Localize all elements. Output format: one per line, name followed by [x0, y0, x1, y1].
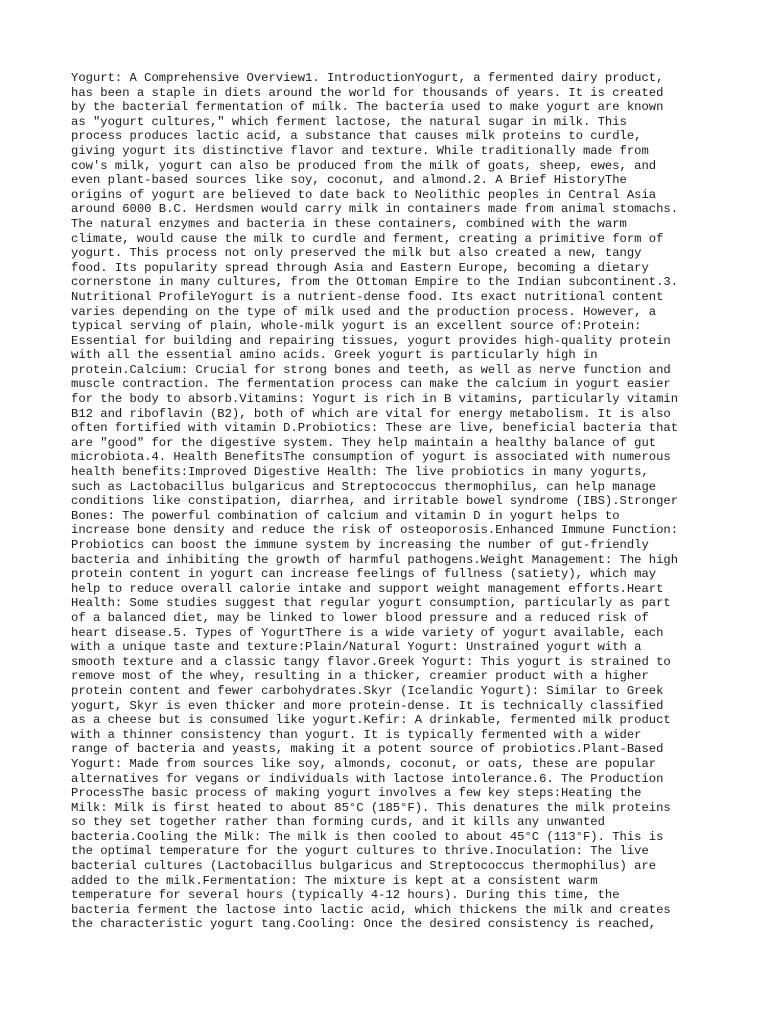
text-line: often fortified with vitamin D.Probiotics: These are live, beneficial bacteria that — [71, 421, 679, 436]
text-line: Essential for building and repairing tissues, yogurt provides high-quality protein — [71, 333, 671, 348]
text-line: B12 and riboflavin (B2), both of which are vital for energy metabolism. It is also — [71, 406, 671, 421]
text-line: alternatives for vegans or individuals with lactose intolerance.6. The Production — [71, 771, 664, 786]
text-line: Yogurt: Made from sources like soy, almonds, coconut, or oats, these are popular — [71, 756, 657, 771]
text-line: Bones: The powerful combination of calcium and vitamin D in yogurt helps to — [71, 508, 620, 523]
text-line: origins of yogurt are believed to date back to Neolithic peoples in Central Asia — [71, 187, 657, 202]
text-line: typical serving of plain, whole-milk yogurt is an excellent source of:Protein: — [71, 319, 642, 334]
text-line: even plant-based sources like soy, coconut, and almond.2. A Brief HistoryThe — [71, 173, 627, 188]
text-line: so they set together rather than forming curds, and it kills any unwanted — [71, 815, 605, 830]
text-line: remove most of the whey, resulting in a thicker, creamier product with a higher — [71, 669, 649, 684]
document-body-text — [71, 71, 711, 932]
text-line: temperature for several hours (typically 4-12 hours). During this time, the — [71, 888, 620, 903]
text-line: by the bacterial fermentation of milk. The bacteria used to make yogurt are known — [71, 100, 664, 115]
text-line: ProcessThe basic process of making yogurt involves a few key steps:Heating the — [71, 786, 642, 801]
text-line: of a balanced diet, may be linked to lower blood pressure and a reduced risk of — [71, 610, 649, 625]
text-line: cow's milk, yogurt can also be produced from the milk of goats, sheep, ewes, and — [71, 158, 657, 173]
text-line: climate, would cause the milk to curdle and ferment, creating a primitive form of — [71, 231, 664, 246]
text-line: Milk: Milk is first heated to about 85°C (185°F). This denatures the milk proteins — [71, 800, 671, 815]
text-line: yogurt. This process not only preserved the milk but also created a new, tangy — [71, 246, 642, 261]
text-line: bacterial cultures (Lactobacillus bulgaricus and Streptococcus thermophilus) are — [71, 859, 657, 874]
text-line: bacteria and inhibiting the growth of harmful pathogens.Weight Management: The high — [71, 552, 679, 567]
text-line: as "yogurt cultures," which ferment lactose, the natural sugar in milk. This — [71, 114, 627, 129]
text-line: giving yogurt its distinctive flavor and texture. While traditionally made from — [71, 143, 649, 158]
text-line: Health: Some studies suggest that regular yogurt consumption, particularly as part — [71, 596, 671, 611]
text-line: the optimal temperature for the yogurt cultures to thrive.Inoculation: The live — [71, 844, 649, 859]
text-line: with all the essential amino acids. Greek yogurt is particularly high in — [71, 348, 598, 363]
text-line: Yogurt: A Comprehensive Overview1. IntroductionYogurt, a fermented dairy product, — [71, 71, 664, 85]
text-line: for the body to absorb.Vitamins: Yogurt is rich in B vitamins, particularly vitamin — [71, 392, 679, 407]
text-line: muscle contraction. The fermentation process can make the calcium in yogurt easier — [71, 377, 671, 392]
text-line: bacteria.Cooling the Milk: The milk is then cooled to about 45°C (113°F). This is — [71, 829, 664, 844]
text-line: protein content and fewer carbohydrates.Skyr (Icelandic Yogurt): Similar to Greek — [71, 683, 664, 698]
text-line: around 6000 B.C. Herdsmen would carry milk in containers made from animal stomachs. — [71, 202, 679, 217]
text-line: with a unique taste and texture:Plain/Natural Yogurt: Unstrained yogurt with a — [71, 640, 642, 655]
text-line: such as Lactobacillus bulgaricus and Streptococcus thermophilus, can help manage — [71, 479, 657, 494]
text-line: protein content in yogurt can increase feelings of fullness (satiety), which may — [71, 567, 657, 582]
text-line: as a cheese but is consumed like yogurt.Kefir: A drinkable, fermented milk product — [71, 713, 671, 728]
text-line: added to the milk.Fermentation: The mixture is kept at a consistent warm — [71, 873, 598, 888]
text-line: cornerstone in many cultures, from the Ottoman Empire to the Indian subcontinent.3. — [71, 275, 679, 290]
text-line: the characteristic yogurt tang.Cooling: Once the desired consistency is reached, — [71, 917, 657, 932]
text-line: with a thinner consistency than yogurt. It is typically fermented with a wider — [71, 727, 642, 742]
text-line: range of bacteria and yeasts, making it a potent source of probiotics.Plant-Based — [71, 742, 664, 757]
text-line: health benefits:Improved Digestive Health: The live probiotics in many yogurts, — [71, 465, 649, 480]
text-line: protein.Calcium: Crucial for strong bones and teeth, as well as nerve function and — [71, 362, 671, 377]
text-line: heart disease.5. Types of YogurtThere is a wide variety of yogurt available, each — [71, 625, 664, 640]
text-line: are "good" for the digestive system. They help maintain a healthy balance of gut — [71, 435, 657, 450]
text-line: bacteria ferment the lactose into lactic acid, which thickens the milk and creates — [71, 902, 671, 917]
text-line: process produces lactic acid, a substance that causes milk proteins to curdle, — [71, 129, 642, 144]
text-line: The natural enzymes and bacteria in these containers, combined with the warm — [71, 216, 627, 231]
text-line: Probiotics can boost the immune system by increasing the number of gut-friendly — [71, 538, 649, 552]
text-line: yogurt, Skyr is even thicker and more protein-dense. It is technically classified — [71, 698, 664, 713]
text-line: microbiota.4. Health BenefitsThe consumption of yogurt is associated with numerous — [71, 450, 671, 465]
text-line: help to reduce overall calorie intake and support weight management efforts.Heart — [71, 581, 664, 596]
text-line: smooth texture and a classic tangy flavor.Greek Yogurt: This yogurt is strained to — [71, 654, 671, 669]
text-line: food. Its popularity spread through Asia and Eastern Europe, becoming a dietary — [71, 260, 649, 275]
text-line: has been a staple in diets around the world for thousands of years. It is created — [71, 85, 664, 100]
text-line: Nutritional ProfileYogurt is a nutrient-dense food. Its exact nutritional content — [71, 289, 664, 304]
text-line: varies depending on the type of milk used and the production process. However, a — [71, 304, 657, 319]
text-line: increase bone density and reduce the risk of osteoporosis.Enhanced Immune Function: — [71, 523, 679, 538]
text-line: conditions like constipation, diarrhea, and irritable bowel syndrome (IBS).Stronger — [71, 494, 679, 509]
